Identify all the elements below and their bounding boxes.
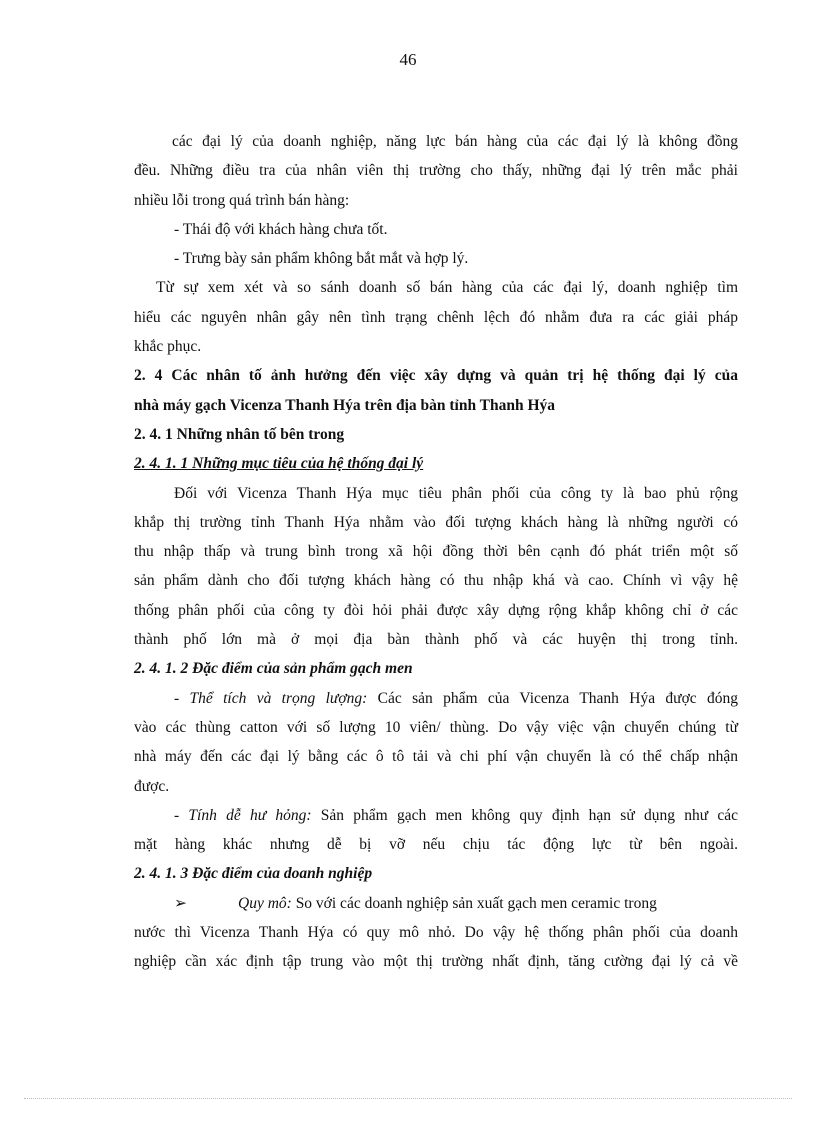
paragraph-line: Đối với Vicenza Thanh Hýa mục tiêu phân phối của công ty là bao phủ rộng [174,484,738,502]
section-heading: nhà máy gạch Vicenza Thanh Hýa trên địa bàn tỉnh Thanh Hýa [134,396,556,414]
paragraph-line: nước thì Vicenza Thanh Hýa có quy mô nhỏ. Do vậy hệ thống phân phối của doanh [134,924,738,942]
paragraph-line: thu nhập thấp và trung bình trong xã hội đồng thời bên cạnh đó phát triển một số [134,543,738,561]
paragraph-line: thống phân phối của công ty đòi hỏi phải được xây dựng rộng khắp không chỉ ở các [134,601,738,619]
document-body [134,127,738,977]
subsubsection-heading: 2. 4. 1. 1 Những mục tiêu của hệ thống đại lý [134,455,424,473]
paragraph-line [134,801,738,830]
paragraph-line: Từ sự xem xét và so sánh doanh số bán hàng của các đại lý, doanh nghiệp tìm [156,279,738,297]
term-label: Tính dễ hư hỏng: [188,806,312,824]
list-item: - Trưng bày sản phẩm không bắt mắt và hợp lý. [174,250,469,268]
term-label: Thể tích và trọng lượng: [189,689,368,707]
paragraph-line: vào các thùng catton với số lượng 10 viên/ thùng. Do vậy việc vận chuyển chúng từ [134,718,738,736]
paragraph-line: nghiệp cần xác định tập trung vào một thị trường nhất định, tăng cường đại lý cả về [134,953,738,971]
paragraph-line: thành phố lớn mà ở mọi địa bàn thành phố và các huyện thị trong tỉnh. [134,631,738,649]
page-number: 46 [399,50,417,69]
term-label: Quy mô: [238,894,292,912]
arrow-bullet-icon: ➢ [174,894,187,912]
paragraph-line: đều. Những điều tra của nhân viên thị trường cho thấy, những đại lý trên mắc phải [134,162,738,180]
paragraph-line: được. [134,777,170,795]
term-text: So với các doanh nghiệp sản xuất gạch men ceramic trong [291,894,657,912]
paragraph-line: sản phẩm dành cho đối tượng khách hàng có thu nhập khá và cao. Chính vì vậy hệ [134,572,738,590]
paragraph-line [134,684,738,713]
paragraph-line: nhà máy đến các đại lý bằng các ô tô tải và chi phí vận chuyển là có thể chấp nhận [134,748,738,766]
paragraph-line [134,889,738,918]
paragraph-line: hiểu các nguyên nhân gây nên tình trạng chênh lệch đó nhằm đưa ra các giải pháp [134,308,738,326]
paragraph-line: mặt hàng khác nhưng dễ bị vỡ nếu chịu tác động lực từ bên ngoài. [134,836,738,854]
paragraph-line: khắc phục. [134,338,202,356]
subsection-heading: 2. 4. 1 Những nhân tố bên trong [134,425,345,443]
paragraph-line: nhiều lỗi trong quá trình bán hàng: [134,191,350,209]
footer-divider [24,1098,792,1099]
list-dash: - [174,689,190,707]
subsubsection-heading: 2. 4. 1. 2 Đặc điểm của sản phẩm gạch men [134,660,413,678]
list-item: - Thái độ với khách hàng chưa tốt. [174,220,388,238]
term-text: Sản phẩm gạch men không quy định hạn sử dụng như các [311,806,738,824]
list-dash: - [174,806,189,824]
section-heading: 2. 4 Các nhân tố ảnh hưởng đến việc xây dựng và quản trị hệ thống đại lý của [134,367,738,385]
subsubsection-heading: 2. 4. 1. 3 Đặc điểm của doanh nghiệp [134,865,373,883]
term-text: Các sản phẩm của Vicenza Thanh Hýa được đóng [367,689,739,707]
paragraph-line: các đại lý của doanh nghiệp, năng lực bán hàng của các đại lý là không đồng [172,133,738,150]
paragraph-line: khắp thị trường tỉnh Thanh Hýa nhằm vào đối tượng khách hàng là những người có [134,513,738,531]
